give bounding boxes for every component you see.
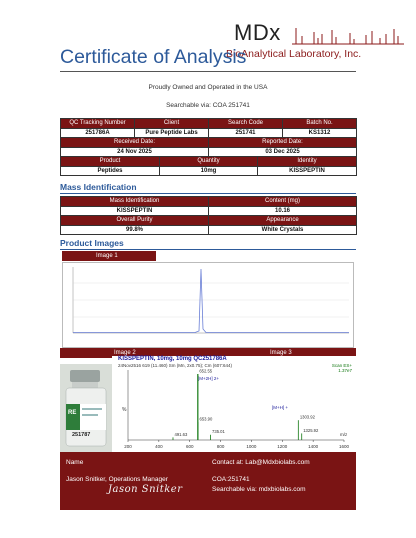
section-product-images: Product Images — [60, 238, 124, 248]
header-reported-date: Reported Date: — [209, 138, 357, 148]
summary-table — [60, 118, 357, 157]
peak-label: 491.63 — [174, 431, 188, 437]
purity-highlight: 99.8% — [125, 226, 143, 233]
image1-label: Image 1 — [96, 252, 118, 259]
mass-table — [60, 196, 357, 235]
footer-contact[interactable]: Contact at: Lab@Mdxbiolabs.com — [212, 459, 310, 466]
peak-label: 1325.92 — [303, 427, 319, 433]
value-client: Pure Peptide Labs — [135, 128, 209, 138]
header-received-date: Received Date: — [61, 138, 209, 148]
header-overall-purity: Overall Purity — [61, 216, 209, 226]
product-table — [60, 156, 357, 176]
company-logo — [226, 18, 406, 64]
value-received-date: 24 Nov 2025 — [61, 147, 209, 157]
value-qc-tracking: 251786A — [61, 128, 135, 138]
annotation-m2h: [M+2H] 2+ — [198, 376, 220, 381]
x-tick-label: 1400 — [308, 444, 319, 449]
peak-label: 1303.92 — [299, 414, 315, 420]
peak-label: 653.90 — [199, 416, 213, 422]
x-axis-label: m/z — [340, 432, 348, 437]
header-qc-tracking: QC Tracking Number — [61, 119, 135, 129]
y-axis-label: % — [122, 407, 127, 413]
spectrum-plot — [112, 356, 356, 452]
x-tick-label: 600 — [185, 444, 194, 449]
value-identity: KISSPEPTIN — [258, 166, 357, 176]
section-divider-images — [60, 249, 356, 250]
x-tick-label: 1200 — [277, 444, 288, 449]
value-mass-identification: KISSPEPTIN — [61, 206, 209, 216]
peak-label: 735.01 — [212, 429, 225, 435]
value-appearance: White Crystals — [209, 225, 357, 235]
title-divider — [60, 71, 356, 72]
logo-mark: MDx — [234, 20, 281, 45]
owned-text: Proudly Owned and Operated in the USA — [148, 84, 268, 91]
content-highlight: 10.16 — [274, 207, 290, 214]
vial-icon — [60, 364, 112, 452]
chromatogram-image — [62, 262, 354, 348]
signature-image: Jason Snitker — [108, 484, 183, 495]
vial-label: 251787 — [72, 432, 91, 438]
header-appearance: Appearance — [209, 216, 357, 226]
footer-coa: COA:251741 — [212, 476, 250, 483]
image1-tab — [62, 251, 156, 261]
header-search-code: Search Code — [209, 119, 283, 129]
value-quantity: 10mg — [160, 166, 258, 176]
footer-name-label: Name — [66, 459, 84, 466]
logo-subtitle: BioAnalytical Laboratory, Inc. — [226, 48, 362, 60]
spectrum-scan-info — [332, 363, 352, 373]
mass-spectrum — [112, 356, 356, 452]
header-content: Content (mg) — [209, 197, 357, 207]
x-tick-label: 400 — [155, 444, 163, 449]
value-batch-no — [283, 128, 357, 138]
x-tick-label: 1600 — [338, 444, 350, 449]
logo-peaks-icon — [292, 24, 404, 46]
section-divider — [60, 193, 356, 194]
header-identity: Identity — [258, 157, 357, 167]
x-tick-label: 1000 — [246, 444, 257, 449]
image2-label: Image 2 — [114, 349, 136, 356]
product-vial-photo — [60, 364, 112, 452]
chromatogram-plot — [63, 263, 355, 349]
header-mass-identification: Mass Identification — [61, 197, 209, 207]
annotation-mh: [M+H] + — [272, 405, 289, 410]
header-client: Client — [135, 119, 209, 129]
peak-label: 652.55 — [199, 368, 213, 374]
header-batch-no: Batch No. — [283, 119, 357, 129]
footer-name-value: Jason Snitker, Operations Manager — [66, 476, 168, 483]
value-reported-date: 03 Dec 2025 — [209, 147, 357, 157]
x-tick-label: 200 — [124, 444, 132, 449]
batch-highlight: KS1312 — [308, 129, 331, 136]
value-product: Peptides — [61, 166, 160, 176]
section-mass-identification: Mass Identification — [60, 182, 137, 192]
scan-mode: Scan ES+ — [331, 363, 352, 368]
spectrum-title: KISSPEPTIN, 10mg, 10mg QC251786A — [118, 356, 227, 362]
page-title: Certificate of Analysis — [60, 46, 247, 68]
value-search-code: 251741 — [209, 128, 283, 138]
x-tick-label: 800 — [216, 444, 225, 449]
svg-text:RE: RE — [68, 410, 77, 416]
header-product: Product — [61, 157, 160, 167]
footer-searchable[interactable]: Searchable via: mdxbiolabs.com — [212, 486, 306, 493]
scan-intensity: 1.37e7 — [338, 368, 352, 373]
image3-label: Image 3 — [270, 349, 292, 356]
spectrum-subtitle: 24Nov2516 619 (11.460) Sm (Mn, 2x0.75); Cm (607:644) — [118, 363, 232, 368]
signature-footer — [60, 452, 356, 510]
value-overall-purity — [61, 225, 209, 235]
value-content — [209, 206, 357, 216]
header-quantity: Quantity — [160, 157, 258, 167]
searchable-text: Searchable via: COA 251741 — [166, 102, 250, 109]
